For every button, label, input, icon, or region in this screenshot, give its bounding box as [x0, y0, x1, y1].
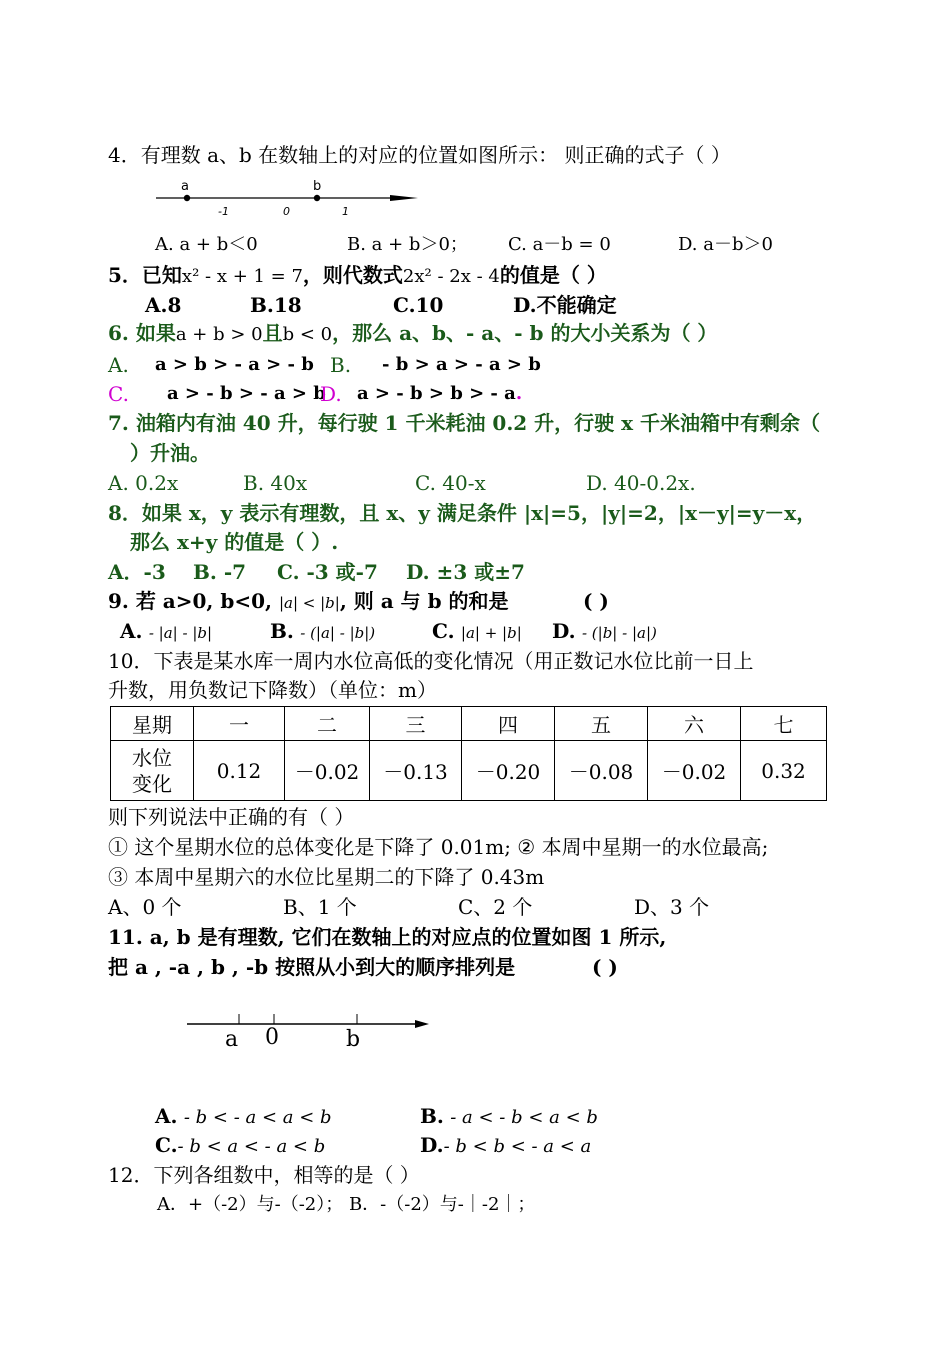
q10-option-d: D、3 个 — [634, 895, 710, 919]
q4-tick-0: 0 — [283, 205, 290, 218]
q11-number-line — [185, 1008, 435, 1054]
day-4: 四 — [462, 707, 555, 741]
change-2: －0.02 — [285, 741, 370, 801]
q6-option-d-end: . — [515, 383, 523, 404]
q9-option-b: B. - (|a| - |b|) — [270, 619, 376, 643]
table-row-weekday — [111, 707, 827, 741]
q4-tick-1: 1 — [342, 205, 349, 218]
q11-option-b: B. - a < - b < a < b — [420, 1104, 598, 1128]
q4-point-a — [184, 195, 190, 201]
q6-prefix: 6. 如果 — [108, 321, 176, 345]
change-1: 0.12 — [194, 741, 285, 801]
q7-option-b: B. 40x — [243, 471, 308, 495]
q6-option-c-label: C. — [108, 382, 129, 406]
q6-stem — [108, 320, 717, 348]
q9-cond: |a| < |b| — [278, 594, 340, 612]
day-2: 二 — [285, 707, 370, 741]
header-weekday: 星期 — [111, 707, 194, 741]
q5-option-c: C.10 — [393, 293, 444, 317]
q10-statement-2: ③ 本周中星期六的水位比星期二的下降了 0.43m — [108, 865, 545, 889]
q4-label-b: b — [313, 179, 322, 194]
header-change: 水位 变化 — [111, 741, 194, 801]
q5-suffix: 的值是（ ） — [499, 263, 607, 287]
q7-option-c: C. 40-x — [415, 471, 486, 495]
q4-number-line — [150, 176, 430, 220]
q9-paren: ( ) — [583, 589, 609, 613]
q4-label-a: a — [181, 179, 189, 194]
q5-option-b: B.18 — [250, 293, 302, 317]
change-5: －0.08 — [555, 741, 648, 801]
q5-option-d: D.不能确定 — [513, 293, 617, 317]
q11-option-c: C.- b < a < - a < b — [155, 1133, 326, 1157]
q6-and: 且 — [262, 321, 283, 345]
q6-option-a-text: a > b > - a > - b — [155, 354, 314, 375]
q8-option-d: D. ±3 或±7 — [406, 560, 525, 584]
q4-axis-arrow — [390, 195, 418, 201]
table-row-change — [111, 741, 827, 801]
q9-prefix: 9. 若 a>0, b<0, — [108, 589, 272, 613]
q6-option-d-text — [357, 381, 522, 407]
q11-label-b: b — [346, 1027, 361, 1052]
change-4: －0.20 — [462, 741, 555, 801]
q5-option-a: A.8 — [145, 293, 182, 317]
q11-label-0: 0 — [265, 1025, 279, 1050]
q10-option-c: C、2 个 — [458, 895, 533, 919]
q9-option-c: C. |a| + |b| — [432, 619, 522, 643]
q10-line2: 升数，用负数记下降数）（单位：m） — [108, 678, 437, 702]
q10-option-a: A、0 个 — [108, 895, 182, 919]
q9-suffix: , 则 a 与 b 的和是 — [339, 589, 509, 613]
q9-option-d: D. - (|b| - |a|) — [552, 619, 657, 643]
q4-option-a: A. a + b＜0 — [155, 234, 258, 255]
q6-suffix: ，那么 a、b、- a、- b 的大小关系为（ ） — [332, 321, 718, 345]
q6-option-a-label: A. — [108, 353, 129, 377]
day-1: 一 — [194, 707, 285, 741]
q7-line2: ）升油。 — [130, 441, 210, 465]
day-7: 七 — [741, 707, 827, 741]
q5-stem — [108, 262, 607, 290]
q4-option-d: D. a－b＞0 — [678, 234, 773, 255]
q12-options: A．+（-2）与-（-2）； B．-（-2）与-｜-2｜； — [157, 1194, 536, 1215]
q10-line1: 10．下表是某水库一周内水位高低的变化情况（用正数记水位比前一日上 — [108, 649, 754, 673]
q6-option-d-label: D. — [320, 382, 342, 406]
q10-statement-1: ① 这个星期水位的总体变化是下降了 0.01m; ② 本周中星期一的水位最高; — [108, 835, 769, 859]
change-7: 0.32 — [741, 741, 827, 801]
q11-line1: 11. a, b 是有理数, 它们在数轴上的对应点的位置如图 1 所示, — [108, 925, 667, 949]
q4-stem: 4．有理数 a、b 在数轴上的对应的位置如图所示： 则正确的式子（ ） — [108, 143, 731, 167]
change-3: －0.13 — [370, 741, 462, 801]
q11-line2: 把 a , -a , b , -b 按照从小到大的顺序排列是 — [108, 955, 516, 979]
q5-expr2: 2x² - 2x - 4 — [402, 266, 500, 287]
q8-line2: 那么 x+y 的值是（ ）. — [130, 530, 339, 554]
q4-point-b — [314, 195, 320, 201]
q10-question: 则下列说法中正确的有（ ） — [108, 805, 355, 829]
q7-option-a: A. 0.2x — [108, 471, 179, 495]
q9-stem — [108, 588, 509, 616]
water-level-table — [110, 706, 827, 801]
q6-option-d-expr: a > - b > b > - a — [357, 383, 516, 404]
q8-option-b: B. -7 — [193, 560, 247, 584]
q11-option-d: D.- b < b < - a < a — [420, 1133, 592, 1157]
q10-option-b: B、1 个 — [283, 895, 357, 919]
q5-expr1: x² - x + 1 = 7 — [181, 266, 303, 287]
q8-line1: 8．如果 x，y 表示有理数，且 x、y 满足条件 |x|=5，|y|=2，|x－y|=y－x， — [108, 501, 817, 525]
q5-prefix: 5．已知 — [108, 263, 182, 287]
q6-option-b-label: B. — [330, 353, 352, 377]
day-6: 六 — [648, 707, 741, 741]
day-5: 五 — [555, 707, 648, 741]
q11-option-a: A. - b < - a < a < b — [155, 1104, 332, 1128]
q6-option-c-text: a > - b > - a > b — [167, 383, 326, 404]
q4-option-b: B. a + b＞0； — [347, 234, 468, 255]
q4-option-c: C. a－b = 0 — [508, 234, 611, 255]
q6-option-b-text: - b > a > - a > b — [382, 354, 541, 375]
q12-stem: 12．下列各组数中，相等的是（ ） — [108, 1163, 420, 1187]
day-3: 三 — [370, 707, 462, 741]
q11-paren: ( ) — [592, 955, 618, 979]
q6-cond1: a + b > 0 — [175, 324, 263, 345]
q5-middle: ，则代数式 — [302, 263, 403, 287]
q8-option-c: C. -3 或-7 — [277, 560, 378, 584]
q7-option-d: D. 40-0.2x. — [586, 471, 696, 495]
q4-tick-neg1: -1 — [218, 205, 229, 218]
change-6: －0.02 — [648, 741, 741, 801]
q9-option-a: A. - |a| - |b| — [120, 619, 213, 643]
q8-option-a: A．-3 — [108, 560, 166, 584]
q11-label-a: a — [225, 1027, 239, 1052]
q7-line1: 7. 油箱内有油 40 升，每行驶 1 千米耗油 0.2 升，行驶 x 千米油箱中有剩余（ — [108, 411, 821, 435]
q6-cond2: b < 0 — [282, 324, 333, 345]
q11-axis-arrow — [415, 1020, 429, 1028]
